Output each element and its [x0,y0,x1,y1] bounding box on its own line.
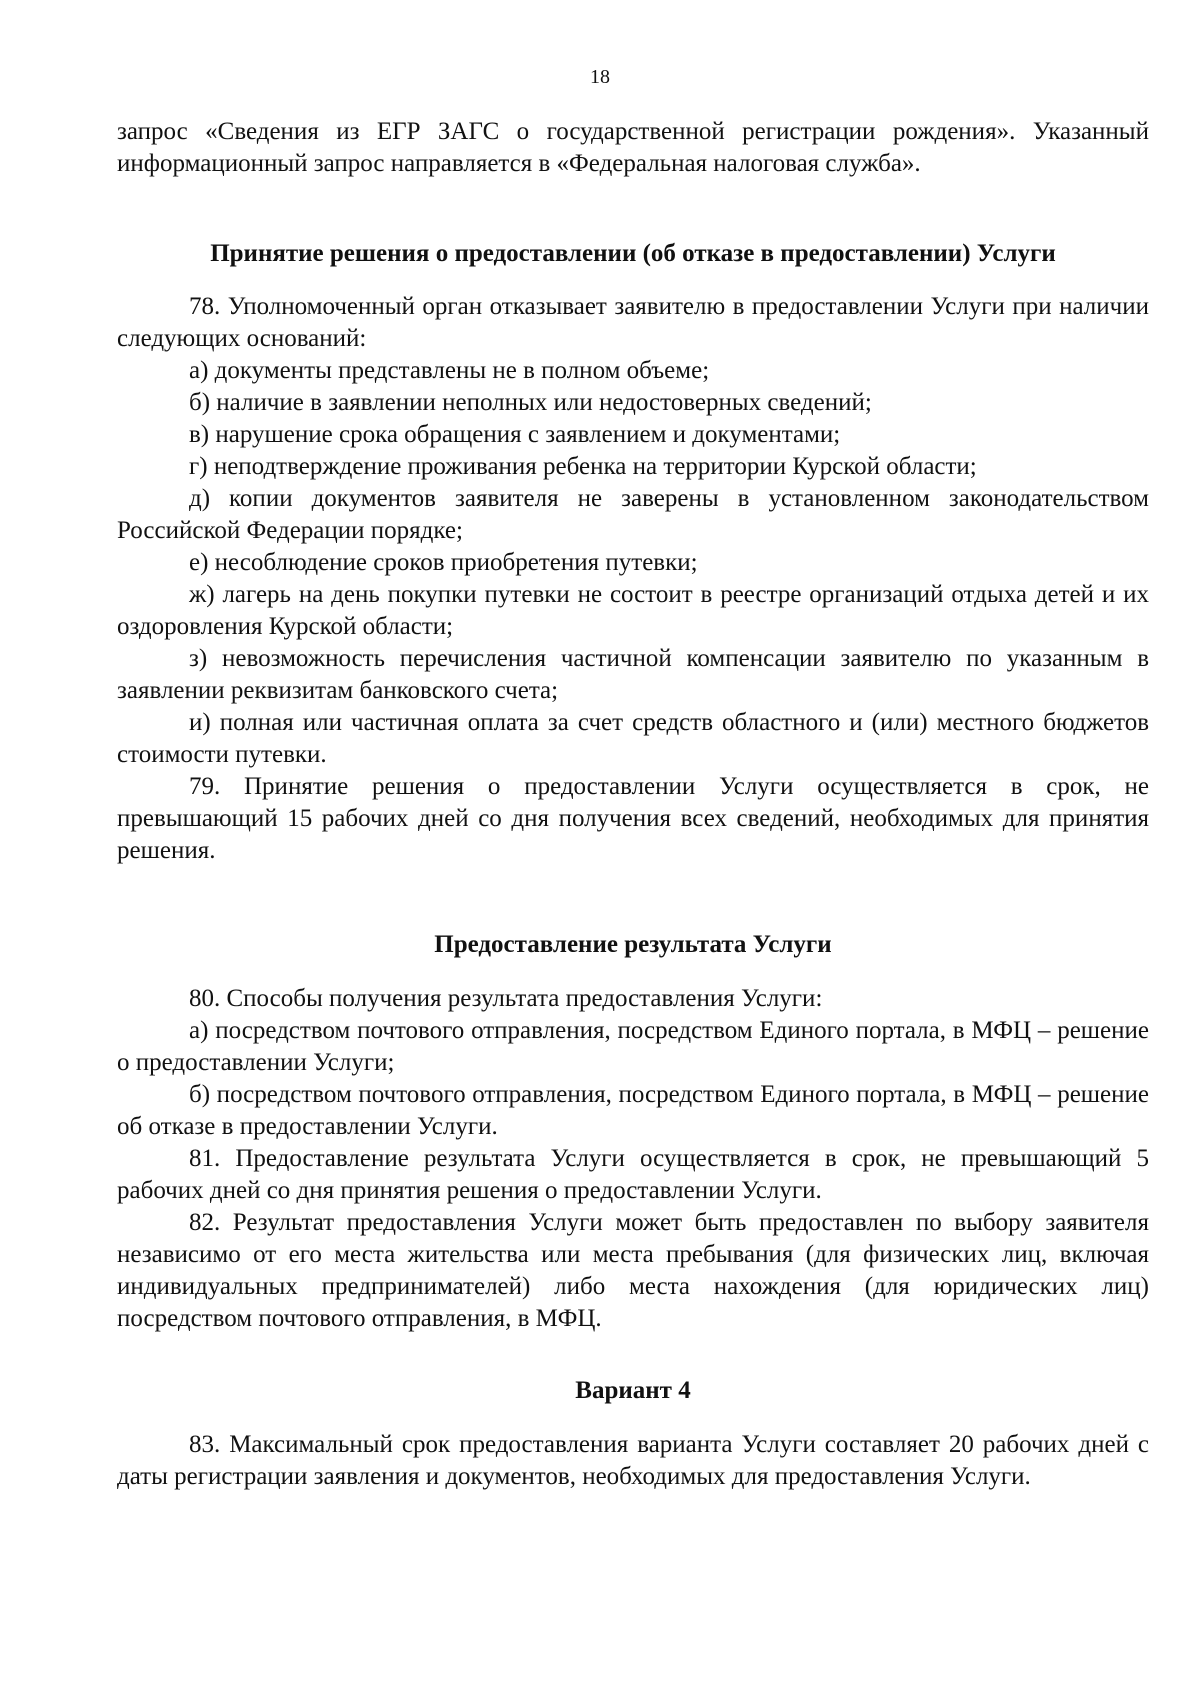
paragraph-79: 79. Принятие решения о предоставлении Услуги осуществляется в срок, не превышающий 15 рабочих дней со дня получения всех сведений, необходимых для принятия решения. [117,773,1149,864]
paragraph-80: 80. Способы получения результата предоставления Услуги: [189,985,823,1012]
result-item-b: б) посредством почтового отправления, посредством Единого портала, в МФЦ – решение об отказе в предоставлении Услуги. [117,1081,1149,1140]
paragraph-81: 81. Предоставление результата Услуги осуществляется в срок, не превышающий 5 рабочих дней со дня принятия решения о предоставлении Услуги. [117,1145,1149,1204]
page-number: 18 [590,66,610,88]
document-body [117,116,1149,1493]
list-item-zh: ж) лагерь на день покупки путевки не состоит в реестре организаций отдыха детей и их оздоровления Курской области; [117,581,1149,640]
paragraph-82: 82. Результат предоставления Услуги может быть предоставлен по выбору заявителя независимо от его места жительства или места пребывания (для физических лиц, включая индивидуальных предпринимателей) либо места нахождения (для юридических лиц) посредством почтового отправления, в МФЦ. [117,1209,1149,1332]
intro-paragraph: запрос «Сведения из ЕГР ЗАГС о государственной регистрации рождения». Указанный информационный запрос направляется в «Федеральная налоговая служба». [117,118,1149,177]
list-item-a: а) документы представлены не в полном объеме; [189,357,710,384]
list-item-v: в) нарушение срока обращения с заявлением и документами; [189,421,841,448]
list-item-i: и) полная или частичная оплата за счет средств областного и (или) местного бюджетов стоимости путевки. [117,709,1149,768]
section-heading-result: Предоставление результата Услуги [434,931,832,958]
list-item-d: д) копии документов заявителя не заверены в установленном законодательством Российской Федерации порядке; [117,485,1149,544]
list-item-z: з) невозможность перечисления частичной компенсации заявителю по указанным в заявлении реквизитам банковского счета; [117,645,1149,704]
list-item-g: г) неподтверждение проживания ребенка на территории Курской области; [189,453,977,480]
paragraph-83: 83. Максимальный срок предоставления варианта Услуги составляет 20 рабочих дней с даты регистрации заявления и документов, необходимых для предоставления Услуги. [117,1431,1149,1490]
list-item-e: е) несоблюдение сроков приобретения путевки; [189,549,698,576]
result-item-a: а) посредством почтового отправления, посредством Единого портала, в МФЦ – решение о предоставлении Услуги; [117,1017,1149,1076]
section-heading-variant: Вариант 4 [575,1377,691,1404]
list-item-b: б) наличие в заявлении неполных или недостоверных сведений; [189,389,872,416]
paragraph-78: 78. Уполномоченный орган отказывает заявителю в предоставлении Услуги при наличии следующих оснований: [117,293,1149,352]
section-heading-decision: Принятие решения о предоставлении (об отказе в предоставлении) Услуги [210,240,1056,267]
